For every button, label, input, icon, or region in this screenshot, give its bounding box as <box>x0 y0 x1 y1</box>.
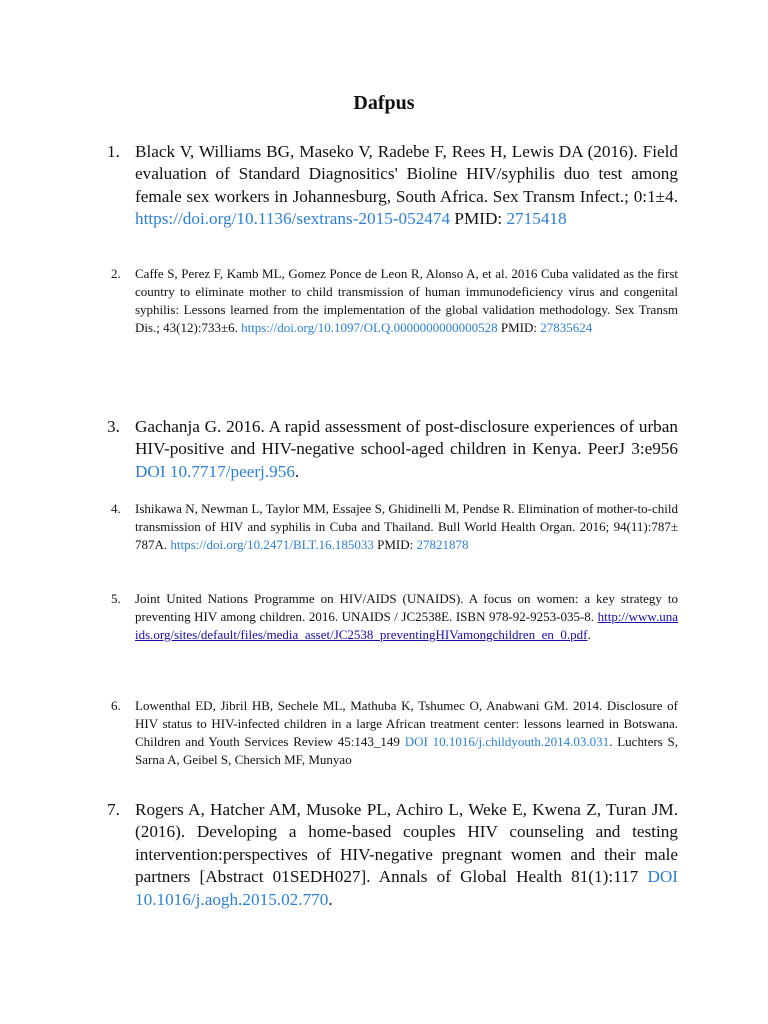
doi-link[interactable]: DOI 10.1016/j.childyouth.2014.03.031 <box>404 734 610 749</box>
reference-item-4 <box>111 500 678 554</box>
reference-number: 6. <box>111 698 121 713</box>
reference-item-1 <box>107 141 678 231</box>
reference-number: 5. <box>111 591 121 606</box>
reference-item-3 <box>107 416 678 483</box>
reference-item-7 <box>107 799 678 911</box>
pmid-link[interactable]: 27835624 <box>540 320 593 335</box>
reference-number: 2. <box>111 266 121 281</box>
page-title: Dafpus <box>353 92 415 114</box>
pmid-label: PMID: <box>454 209 503 229</box>
reference-tail: . <box>294 461 300 481</box>
pmid-link[interactable]: 2715418 <box>506 209 567 229</box>
doi-link[interactable]: https://doi.org/10.1136/sextrans-2015-052474 <box>135 209 451 229</box>
reference-text: Gachanja G. 2016. A rapid assessment of post-disclosure experiences of urban HIV-positive and HIV-negative school-aged children in Kenya. PeerJ 3:e956 <box>135 417 678 459</box>
reference-tail: . <box>587 627 591 642</box>
reference-item-2 <box>111 265 678 337</box>
doi-link[interactable]: https://doi.org/10.2471/BLT.16.185033 <box>170 537 374 552</box>
doi-link[interactable]: https://doi.org/10.1097/OLQ.0000000000000528 <box>241 320 498 335</box>
reference-text: Caffe S, Perez F, Kamb ML, Gomez Ponce de Leon R, Alonso A, et al. 2016 Cuba validated as the first country to eliminate mother to child transmission of human immunodeficiency virus and congenital syphilis: Lessons learned from the implementation of the global validation methodology. Sex Transm Dis.; 43(12):733±6. <box>135 266 678 335</box>
pmid-link[interactable]: 27821878 <box>416 537 469 552</box>
reference-text: Rogers A, Hatcher AM, Musoke PL, Achiro L, Weke E, Kwena Z, Turan JM. (2016). Developing a home-based couples HIV counseling and testing intervention:perspectives of HIV-negative pregnant women and their male partners [Abstract 01SEDH027]. Annals of Global Health 81(1):117 <box>135 800 678 887</box>
reference-tail: . <box>328 889 333 909</box>
pmid-label: PMID: <box>377 537 414 552</box>
reference-tail: . Luchters S, Sarna A, Geibel S, Chersich MF, Munyao <box>135 734 679 767</box>
reference-text: Black V, Williams BG, Maseko V, Radebe F, Rees H, Lewis DA (2016). Field evaluation of Standard Diagnositics' Bioline HIV/syphilis duo test among female sex workers in Johannesburg, South Africa. Sex Transm Infect.; 0:1±4. <box>135 142 678 206</box>
reference-text: Ishikawa N, Newman L, Taylor MM, Essajee S, Ghidinelli M, Pendse R. Elimination of mother-to-child transmission of HIV and syphilis in Cuba and Thailand. Bull World Health Organ. 2016; 94(11):787± 787A. <box>135 501 678 552</box>
url-link[interactable]: http://www.unaids.org/sites/default/files/media_asset/JC2538_preventingHIVamongchildren_en_0.pdf <box>135 609 678 642</box>
reference-number: 3. <box>107 417 120 436</box>
reference-text: Joint United Nations Programme on HIV/AIDS (UNAIDS). A focus on women: a key strategy to preventing HIV among children. 2016. UNAIDS / JC2538E. ISBN 978-92-9253-035-8. <box>135 591 678 624</box>
reference-item-6 <box>111 697 679 769</box>
reference-number: 7. <box>107 800 120 819</box>
reference-number: 1. <box>107 142 120 161</box>
reference-number: 4. <box>111 501 121 516</box>
reference-text: Lowenthal ED, Jibril HB, Sechele ML, Mathuba K, Tshumec O, Anabwani GM. 2014. Disclosure of HIV status to HIV-infected children in a large African treatment center: lessons learned in Botswana. Children and Youth Services Review 45:143_149 <box>135 698 678 749</box>
doi-link[interactable]: DOI 10.1016/j.aogh.2015.02.770 <box>135 867 678 909</box>
doi-link[interactable]: DOI 10.7717/peerj.956 <box>135 461 295 481</box>
reference-item-5 <box>111 590 678 644</box>
pmid-label: PMID: <box>500 320 537 335</box>
